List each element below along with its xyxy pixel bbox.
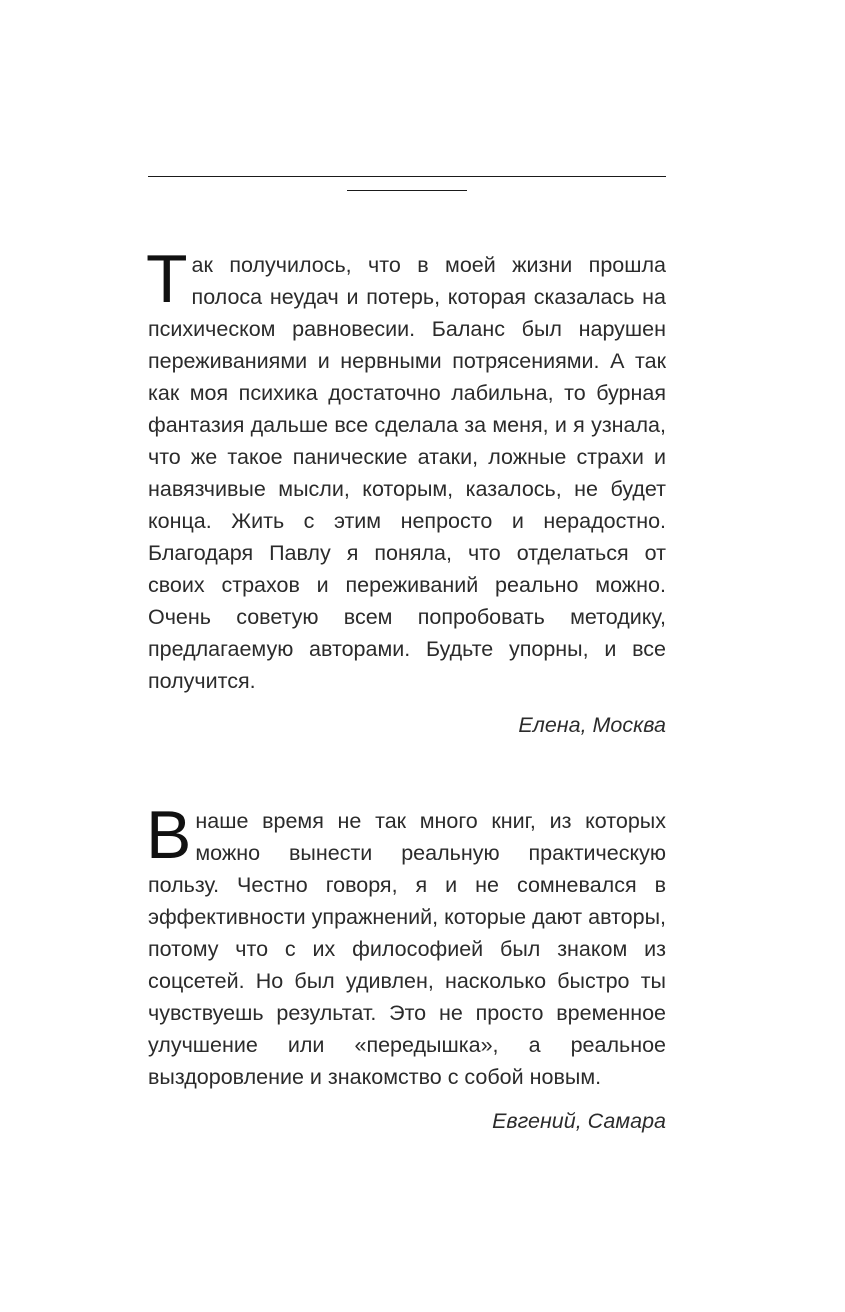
review-body: наше время не так много книг, из которых можно вынести реальную практическую пользу. Честно говоря, я и не сомневался в эффективности упражнений, которые дают авторы, потому что с их философией был знаком из соцсетей. Но был удивлен, насколько быстро ты чувствуешь результат. Это не просто временное улучшение или «передышка», а реальное выздоровление и знакомство с собой новым. <box>148 809 666 1089</box>
review-signature: Елена, Москва <box>518 713 666 737</box>
top-rule-short <box>347 190 467 191</box>
drop-cap: Т <box>146 241 188 317</box>
review-signature: Евгений, Самара <box>492 1109 666 1133</box>
drop-cap: В <box>146 797 192 873</box>
review-text <box>146 797 666 1093</box>
review-text <box>146 241 666 697</box>
review-block <box>146 241 666 741</box>
review-block <box>146 797 666 1137</box>
review-body: ак получилось, что в моей жизни прошла полоса неудач и потерь, которая сказалась на психическом равновесии. Баланс был нарушен переживаниями и нервными потрясениями. А так как моя психика достаточно лабильна, то бурная фантазия дальше все сделала за меня, и я узнала, что же такое панические атаки, ложные страхи и навязчивые мысли, которым, казалось, не будет конца. Жить с этим непросто и нерадостно. Благодаря Павлу я поняла, что отделаться от своих страхов и переживаний реально можно. Очень советую всем попробовать методику, предлагаемую авторами. Будьте упорны, и все получится. <box>148 253 666 693</box>
top-rule-long <box>148 176 666 177</box>
